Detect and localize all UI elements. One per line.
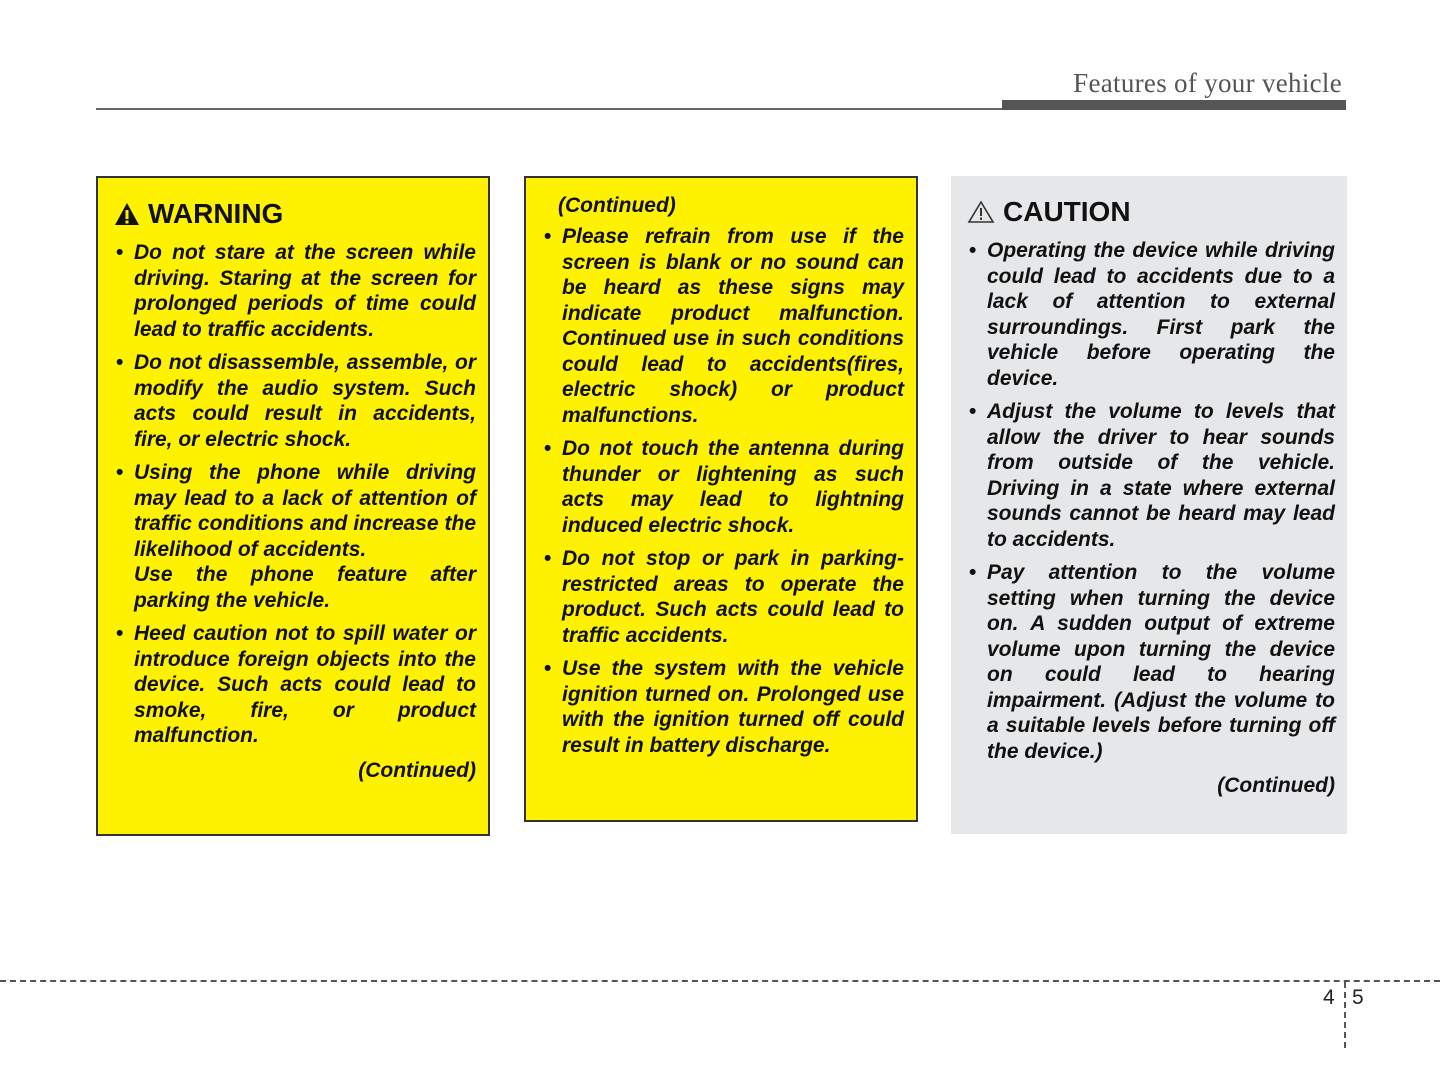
continued-item: • Please refrain from use if the screen is blank or no sound can be heard as these signs may indicate product malfunction. Continued use in such conditions could lead to accidents(fires, electric shock) or product malfunctions. — [540, 224, 904, 428]
continued-item: • Do not touch the antenna during thunder or lightening as such acts may lead to lightning induced electric shock. — [540, 436, 904, 538]
caution-item: • Operating the device while driving could lead to accidents due to a lack of attention to external surroundings. First park the vehicle before operating the device. — [965, 238, 1335, 391]
page-number-separator — [1344, 982, 1346, 1048]
continued-item: • Do not stop or park in parking-restricted areas to operate the product. Such acts could lead to traffic accidents. — [540, 546, 904, 648]
warning-item-extra: Use the phone feature after parking the vehicle. — [134, 563, 476, 612]
continued-list — [540, 224, 904, 758]
caution-list — [965, 238, 1335, 764]
caution-triangle-icon — [967, 200, 995, 224]
caution-box — [951, 176, 1347, 834]
caution-continued-label: (Continued) — [1217, 774, 1335, 797]
warning-item: • Do not stare at the screen while driving. Staring at the screen for prolonged periods of time could lead to traffic accidents. — [112, 240, 476, 342]
warning-list — [112, 240, 476, 749]
continued-heading: (Continued) — [558, 194, 676, 217]
header-rule — [96, 108, 1004, 110]
warning-item-text: Using the phone while driving may lead to a lack of attention of traffic conditions and increase the likelihood of accidents. — [134, 461, 476, 561]
warning-box — [96, 176, 490, 836]
warning-item: • Do not disassemble, assemble, or modify the audio system. Such acts could result in accidents, fire, or electric shock. — [112, 350, 476, 452]
caution-title — [967, 196, 1335, 228]
continued-item: • Use the system with the vehicle ignition turned on. Prolonged use with the ignition turned off could result in battery discharge. — [540, 656, 904, 758]
page-header-title: Features of your vehicle — [1073, 68, 1342, 98]
warning-continued-label: (Continued) — [358, 758, 476, 782]
caution-item: • Adjust the volume to levels that allow the driver to hear sounds from outside of the vehicle. Driving in a state where external sounds cannot be heard may lead to accidents. — [965, 399, 1335, 552]
warning-title-text: WARNING — [148, 198, 284, 229]
continued-warning-box — [524, 176, 918, 822]
warning-item — [112, 460, 476, 613]
caution-item: • Pay attention to the volume setting when turning the device on. A sudden output of extreme volume upon turning the device on could lead to hearing impairment. (Adjust the volume to a suitable levels before turning off the device.) — [965, 560, 1335, 764]
page-number: 5 — [1352, 986, 1364, 1009]
header-rule-accent — [1002, 100, 1346, 110]
footer-dashed-rule — [0, 980, 1440, 982]
warning-item: • Heed caution not to spill water or introduce foreign objects into the device. Such acts could lead to smoke, fire, or product malfunction. — [112, 621, 476, 749]
warning-triangle-icon — [114, 202, 140, 226]
page-chapter-number: 4 — [1323, 986, 1335, 1009]
warning-title — [114, 198, 476, 230]
caution-title-text: CAUTION — [1003, 196, 1131, 227]
